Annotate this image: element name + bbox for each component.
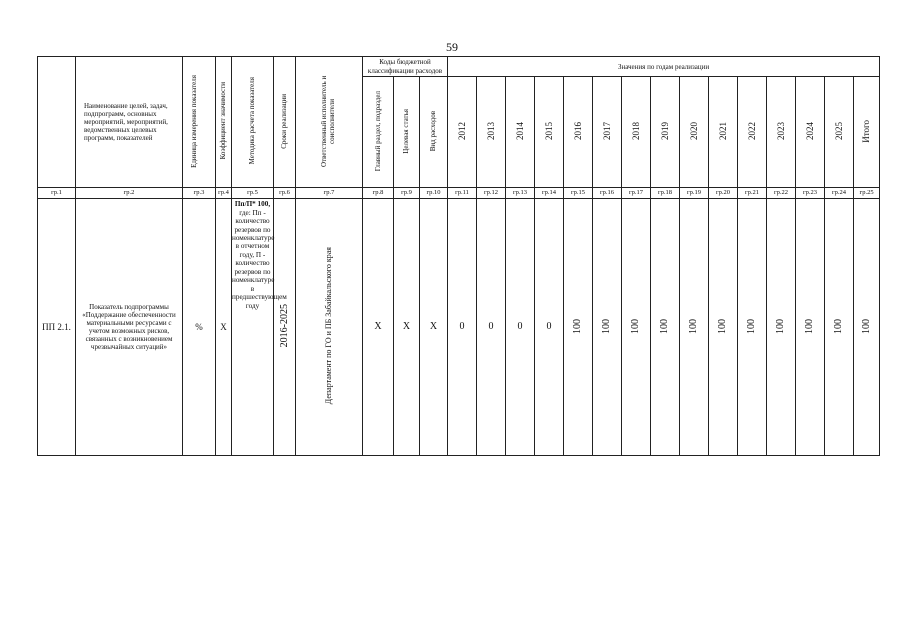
indicators-table (37, 56, 880, 456)
row-value: 0 (506, 199, 535, 456)
header-year: 2013 (477, 77, 506, 188)
row-value: 100 (825, 199, 854, 456)
group-label: гр.21 (738, 188, 767, 199)
group-label: гр.5 (232, 188, 274, 199)
row-coefficient: X (216, 199, 232, 456)
header-coefficient: Коэффициент значимости (216, 57, 232, 188)
group-label: гр.20 (709, 188, 738, 199)
group-label: гр.3 (183, 188, 216, 199)
header-executor: Ответственный исполнитель и соисполнители (296, 57, 363, 188)
group-label: гр.6 (274, 188, 296, 199)
row-value: 100 (622, 199, 651, 456)
header-code (38, 57, 76, 188)
group-label: гр.4 (216, 188, 232, 199)
table-row (38, 199, 880, 456)
header-years-group: Значения по годам реализации (448, 57, 880, 77)
group-label: гр.25 (854, 188, 880, 199)
method-text: где: Пп - количество резервов по номенклатуре в отчетном году, П - количество резервов по номенклатуре в предшествующем году (232, 208, 287, 310)
header-year: 2021 (709, 77, 738, 188)
header-year: 2018 (622, 77, 651, 188)
row-total: 100 (854, 199, 880, 456)
group-label: гр.14 (535, 188, 564, 199)
header-expense-type: Вид расходов (420, 77, 448, 188)
group-label: гр.23 (796, 188, 825, 199)
row-value: 0 (448, 199, 477, 456)
group-label: гр.18 (651, 188, 680, 199)
row-unit: % (183, 199, 216, 456)
header-year: 2016 (564, 77, 593, 188)
row-value: 0 (477, 199, 506, 456)
header-year: 2022 (738, 77, 767, 188)
row-value: 100 (709, 199, 738, 456)
group-label: гр.19 (680, 188, 709, 199)
group-label: гр.16 (593, 188, 622, 199)
row-code: ПП 2.1. (38, 199, 76, 456)
page-number: 59 (446, 40, 458, 54)
row-value: 0 (535, 199, 564, 456)
group-label: гр.12 (477, 188, 506, 199)
row-value: 100 (767, 199, 796, 456)
header-year: 2019 (651, 77, 680, 188)
header-name: Наименование целей, задач, подпрограмм, основных мероприятий, мероприятий, ведомственных целевых программ, показателей (76, 57, 183, 188)
group-label: гр.10 (420, 188, 448, 199)
header-year: 2024 (796, 77, 825, 188)
method-formula: Пп/П* 100, (234, 200, 271, 209)
header-budget-codes: Коды бюджетной классификации расходов (363, 57, 448, 77)
group-label: гр.11 (448, 188, 477, 199)
row-value: 100 (796, 199, 825, 456)
group-label: гр.13 (506, 188, 535, 199)
group-label: гр.2 (76, 188, 183, 199)
group-label: гр.8 (363, 188, 394, 199)
header-terms: Сроки реализации (274, 57, 296, 188)
group-label: гр.22 (767, 188, 796, 199)
row-section: X (363, 199, 394, 456)
header-method: Методика расчета показателя (232, 57, 274, 188)
row-article: X (394, 199, 420, 456)
row-value: 100 (738, 199, 767, 456)
header-year: 2015 (535, 77, 564, 188)
group-label: гр.24 (825, 188, 854, 199)
row-value: 100 (680, 199, 709, 456)
row-value: 100 (564, 199, 593, 456)
header-year: 2017 (593, 77, 622, 188)
row-expense-type: X (420, 199, 448, 456)
row-value: 100 (651, 199, 680, 456)
group-label: гр.17 (622, 188, 651, 199)
header-total: Итого (854, 77, 880, 188)
header-year: 2012 (448, 77, 477, 188)
row-terms: 2016-2025 (274, 199, 296, 456)
group-number-row (38, 188, 880, 199)
row-executor: Департамент по ГО и ПБ Забайкальского края (296, 199, 363, 456)
header-year: 2025 (825, 77, 854, 188)
group-label: гр.15 (564, 188, 593, 199)
group-label: гр.1 (38, 188, 76, 199)
row-value: 100 (593, 199, 622, 456)
header-year: 2023 (767, 77, 796, 188)
group-label: гр.9 (394, 188, 420, 199)
header-year: 2020 (680, 77, 709, 188)
header-unit: Единица измерения показателя (183, 57, 216, 188)
header-year: 2014 (506, 77, 535, 188)
group-label: гр.7 (296, 188, 363, 199)
header-section: Главный раздел, подраздел (363, 77, 394, 188)
row-name: Показатель подпрограммы «Поддержание обеспеченности материальными ресурсами с учетом возможных рисков, связанных с возникновением чрезвычайных ситуаций» (76, 199, 183, 456)
header-article: Целевая статья (394, 77, 420, 188)
